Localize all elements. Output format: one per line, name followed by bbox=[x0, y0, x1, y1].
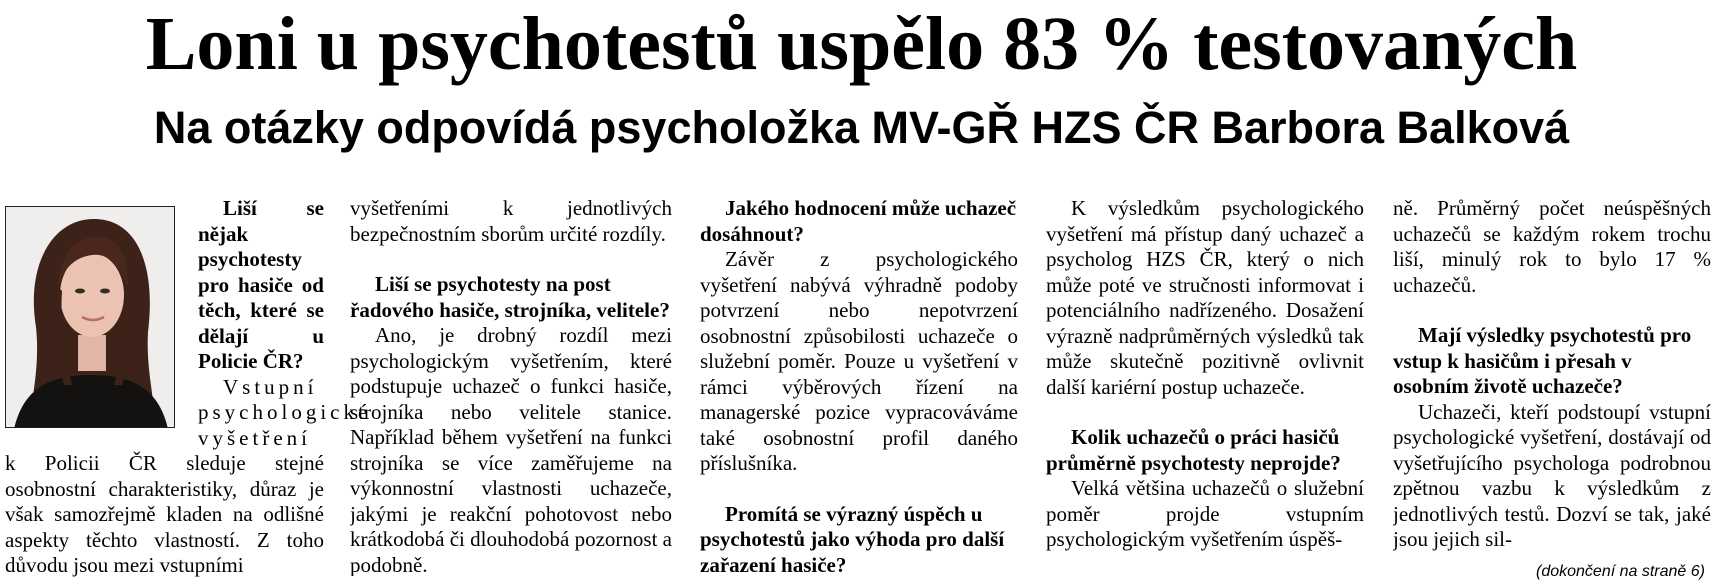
question-6: Mají výsledky psychotestů pro vstup k hasičům i přesah v osobním životě uchazeče? bbox=[1393, 323, 1692, 398]
continued-note: (dokončení na straně 6) bbox=[1536, 563, 1705, 580]
column-2-continuation: vyšetřeními k jednotlivých bezpečnostním sborům určité rozdíly. bbox=[350, 196, 672, 246]
question-4: Promítá se výrazný úspěch u psychotestů jako výhoda pro další zařazení hasiče? bbox=[700, 501, 1005, 576]
answer-1-rest: k Policii ČR sleduje stejné osobnostní charakteristiky, důraz je však samozřejmě kladen na odlišné aspekty těchto vlastností. Z toho důvodu jsou mezi vstupními bbox=[5, 451, 324, 577]
column-4 bbox=[1046, 196, 1364, 576]
answer-4: K výsledkům psychologického vyšetření má přístup daný uchazeč a psycholog HZS ČR, který o nich může poté ve stručnosti informovat i potenciálního nadřízeného. Dosažení výrazně nadprůměrných výsledků tak může skutečně pozitivně ovlivnit další kariérní postup uchazeče. bbox=[1046, 196, 1364, 399]
question-3: Jakého hodnocení může uchazeč dosáhnout? bbox=[700, 196, 1017, 246]
answer-2: Ano, je drobný rozdíl mezi psychologickým vyšetřením, které podstupuje uchazeč o funkci hasiče, strojníka nebo velitele stanice. Například během vyšetření na funkci strojníka se více zaměřujeme na výkonnostní vlastnosti uchazeče, jakými je reakční pohotovost nebo krátkodobá či dlouhodobá pozornost a podobně. bbox=[350, 323, 672, 576]
question-5: Kolik uchazečů o práci hasičů průměrně psychotesty neprojde? bbox=[1046, 425, 1341, 475]
article-subheadline: Na otázky odpovídá psycholožka MV-GŘ HZS ČR Barbora Balková bbox=[153, 102, 1570, 153]
answer-5-start: Velká většina uchazečů o služební poměr projde vstupním psychologickým vyšetřením úspěš- bbox=[1046, 476, 1364, 551]
answer-6: Uchazeči, kteří podstoupí vstupní psychologické vyšetření, dostávají od vyšetřujícího psychologa podrobnou zpětnou vazbu k výsledkům z jednotlivých testů. Dozví se tak, jaké jsou jejich sil- bbox=[1393, 399, 1711, 551]
question-2: Liší se psychotesty na post řadového hasiče, strojníka, velitele? bbox=[350, 272, 670, 322]
column-5 bbox=[1393, 196, 1711, 558]
column-1-wrap-text bbox=[198, 196, 372, 451]
column-3 bbox=[700, 196, 1018, 576]
answer-5-rest: ně. Průměrný počet neúspěšných uchazečů se každým rokem trochu liší, minulý rok to bylo 17 % uchazečů. bbox=[1393, 196, 1711, 297]
column-2 bbox=[350, 196, 672, 576]
article-headline: Loni u psychotestů uspělo 83 % testovaných bbox=[145, 2, 1578, 86]
answer-3: Závěr z psychologického vyšetření nabývá výhradně podoby potvrzení nebo nepotvrzení osobnostní způsobilosti uchazeče o služební poměr. Pouze u vyšetření v rámci výběrových řízení na managerské pozice vypracováváme také osobnostní profil daného příslušníka. bbox=[700, 247, 1018, 475]
column-1-bottom bbox=[5, 451, 324, 579]
question-1: Liší se nějak psychotesty pro hasiče od těch, které se dělají u Policie ČR? bbox=[198, 196, 324, 373]
portrait-photo bbox=[5, 206, 175, 428]
answer-1-start: Vstupní psychologické vyšetření bbox=[198, 374, 372, 450]
